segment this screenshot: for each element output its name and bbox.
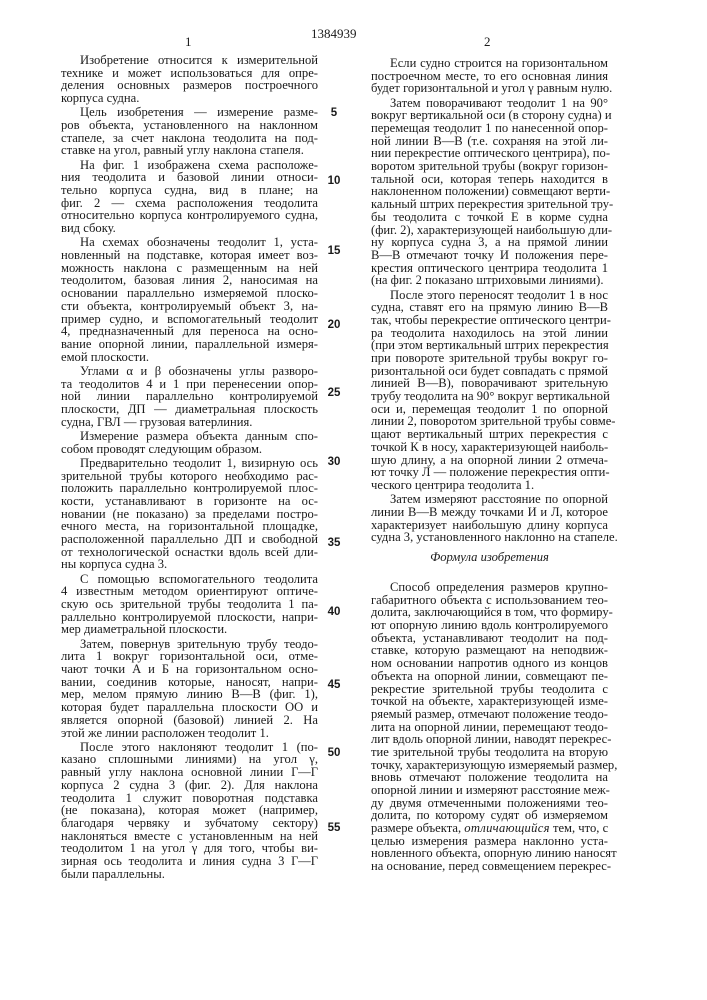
text-line: ду двумя отмеченными положениями тео- — [371, 797, 608, 810]
text-line: ной линии параллельно контролируемой — [61, 390, 318, 403]
text-line: оси и, перемещая теодолит 1 по опорной — [371, 403, 608, 416]
right-column — [371, 57, 608, 546]
text-line: Измерение размера объекта данным спо- — [61, 430, 318, 443]
text-line: скую ось зрительной трубы теодолита 1 па- — [61, 598, 318, 611]
text-line: наклоненном положении) совмещают верти- — [371, 185, 608, 198]
text-line: зирная ось теодолита и линия судна 3 Г—Г — [61, 855, 318, 868]
text-line: линией В—В), поворачивают зрительную — [371, 377, 608, 390]
text-line: точкой К в носу, характеризующей наиболь- — [371, 441, 608, 454]
text-segment: тем, что, с — [550, 821, 608, 835]
text-line: емой плоскости. — [61, 351, 318, 364]
text-line: 4, предназначенный для переноса на осно- — [61, 325, 318, 338]
text-line: долита, по которому судят об измеряемом — [371, 809, 608, 822]
text-line: объекта, устанавливают теодолит на под- — [371, 632, 608, 645]
text-line: теодолита 1 служит поворотная подставка — [61, 792, 318, 805]
text-line: опорной линии и измеряют расстояние меж- — [371, 784, 608, 797]
text-line: характеризует наибольшую длину корпуса — [371, 519, 608, 532]
text-line: (на фиг. 2 показано штриховыми линиями). — [371, 274, 608, 287]
text-line: новании (не показано) за пределами постро- — [61, 508, 318, 521]
text-line: плоскости, ДП — диаметральная плоскость — [61, 403, 318, 416]
claims-section — [371, 581, 608, 874]
text-line: стапеле, за счет наклона теодолита на под- — [61, 132, 318, 145]
text-line: (не показана), которая может (например, — [61, 804, 318, 817]
text-line: будет горизонтальной и угол γ равным нулю. — [371, 82, 608, 95]
text-line: воротом зрительной трубы (вокруг горизон- — [371, 160, 608, 173]
text-line: равный углу наклона основной линии Г—Г — [61, 766, 318, 779]
text-line: ют точку Л — положение перекрестия опти- — [371, 466, 608, 479]
text-line: корпуса судна. — [61, 92, 318, 105]
text-line: целью измерения размера наклонно уста- — [371, 835, 608, 848]
text-line: ставке на угол, равный углу наклона стапеля. — [61, 144, 318, 157]
text-line: теодолитом, базовая линия 2, наносимая на — [61, 274, 318, 287]
text-line: ют опорную линию вдоль контролируемого — [371, 619, 608, 632]
text-line: линии В—В между точками И и Л, которое — [371, 506, 608, 519]
margin-line-number: 45 — [326, 679, 342, 691]
paragraph — [61, 236, 318, 363]
text-line: казано сплошными линиями) на угол γ, — [61, 753, 318, 766]
text-line: судна, ГВЛ — грузовая ватерлиния. — [61, 416, 318, 429]
text-line: чают точки А и Б на горизонтальном осно- — [61, 663, 318, 676]
text-line: объекта на опорной линии, совмещают пе- — [371, 670, 608, 683]
emphasized-text: отличающийся — [464, 821, 550, 835]
claims-heading: Формула изобретения — [371, 550, 608, 565]
text-line: ров объекта, установленного на наклонном — [61, 119, 318, 132]
paragraph — [371, 57, 608, 95]
text-line: наклоняться вместе с установленным на ней — [61, 830, 318, 843]
text-line: линии 2, поворотом зрительной трубы совме- — [371, 415, 608, 428]
text-line: Углами α и β обозначены углы разворо- — [61, 365, 318, 378]
text-line: ческого центрира теодолита 1. — [371, 479, 608, 492]
text-line: вании, соединив которые, наносят, напри- — [61, 676, 318, 689]
text-line: основании параллельно измеряемой плоско- — [61, 287, 318, 300]
text-line: ны корпуса судна 3. — [61, 558, 318, 571]
text-line: новленного объекта, опорную линию наносят — [371, 847, 608, 860]
text-line: теодолитом 1 на угол γ для того, чтобы ви- — [61, 842, 318, 855]
text-line: мер диаметральной плоскости. — [61, 623, 318, 636]
margin-line-number: 50 — [326, 747, 342, 759]
text-line: вновь отмечают положение теодолита на — [371, 771, 608, 784]
text-line: деления основных размеров построечного — [61, 79, 318, 92]
text-line: трубу теодолита на 90° вокруг вертикальной — [371, 390, 608, 403]
paragraph — [61, 106, 318, 157]
text-line: является опорной (базовой) линией 2. На — [61, 714, 318, 727]
text-line: В—В отмечают точку И положения пере- — [371, 249, 608, 262]
text-line: точкой на объекте, характеризующей изме- — [371, 695, 608, 708]
patent-number: 1384939 — [311, 26, 357, 42]
text-line: собом проводят следующим образом. — [61, 443, 318, 456]
text-line: кости, устанавливают в горизонте на ос- — [61, 495, 318, 508]
text-line: Изобретение относится к измерительной — [61, 54, 318, 67]
paragraph — [371, 289, 608, 492]
text-line: ечного места, на горизонтальной площадке, — [61, 520, 318, 533]
text-line: можность наклона с размещенным на ней — [61, 262, 318, 275]
text-segment: размере объекта, — [371, 821, 464, 835]
text-line: мер, мелом прямую линию В—В (фиг. 1), — [61, 688, 318, 701]
text-line: 4 известным методом ориентируют оптиче- — [61, 585, 318, 598]
text-line: Затем поворачивают теодолит 1 на 90° — [371, 97, 608, 110]
margin-line-number: 55 — [326, 822, 342, 834]
text-line: (при этом вертикальный штрих перекрестия — [371, 339, 608, 352]
text-line: ряемый размер, отмечают положение теодо- — [371, 708, 608, 721]
text-line: перемещая теодолит 1 по нанесенной опор- — [371, 122, 608, 135]
text-line: ной линии В—В (т.е. сохраняя на этой ли- — [371, 135, 608, 148]
paragraph — [61, 457, 318, 571]
text-line: корпуса 2 судна 3 (фиг. 2). Для наклона — [61, 779, 318, 792]
paragraph — [61, 54, 318, 105]
margin-line-number: 30 — [326, 456, 342, 468]
text-line: тельно корпуса судна, вид в плане; на — [61, 184, 318, 197]
text-line: при повороте зрительной трубы вокруг го- — [371, 352, 608, 365]
text-line: крестия оптического центрира теодолита 1 — [371, 262, 608, 275]
text-line: пример судно, и вспомогательный теодолит — [61, 313, 318, 326]
text-line: вид сбоку. — [61, 222, 318, 235]
left-column — [61, 54, 318, 882]
text-line: Способ определения размеров крупно- — [371, 581, 608, 594]
text-line: ния теодолита и базовой линии относи- — [61, 171, 318, 184]
text-line: которая будет параллельна плоскости ОО и — [61, 701, 318, 714]
text-line: ра теодолита находилось на этой линии — [371, 327, 608, 340]
text-line: от технологической оснастки вдоль всей дли- — [61, 546, 318, 559]
text-line: Предварительно теодолит 1, визирную ось — [61, 457, 318, 470]
text-line: рекрестие зрительной трубы теодолита с — [371, 683, 608, 696]
text-line: судна 3, установленного наклонно на стапеле. — [371, 531, 608, 544]
text-line: ризонтальной оси будет совпадать с прямой — [371, 365, 608, 378]
text-line: После этого наклоняют теодолит 1 (по- — [61, 741, 318, 754]
paragraph — [61, 573, 318, 636]
text-line: габаритного объекта с использованием тео- — [371, 594, 608, 607]
text-line: Затем измеряют расстояние по опорной — [371, 493, 608, 506]
text-line: Если судно строится на горизонтальном — [371, 57, 608, 70]
text-line: этой же линии расположен теодолит 1. — [61, 727, 318, 740]
text-line: построечном месте, то его основная линия — [371, 70, 608, 83]
margin-line-number: 10 — [326, 175, 342, 187]
text-line: ставке, которую размещают на неподвиж- — [371, 644, 608, 657]
text-line: раллельно контролируемой плоскости, напри- — [61, 611, 318, 624]
text-line: Цель изобретения — измерение разме- — [61, 106, 318, 119]
text-line: С помощью вспомогательного теодолита — [61, 573, 318, 586]
text-line: сти объекта, контролируемый объект 3, на- — [61, 300, 318, 313]
text-line: зрительной трубы которого необходимо рас- — [61, 470, 318, 483]
paragraph — [61, 741, 318, 881]
text-line: На схемах обозначены теодолит 1, уста- — [61, 236, 318, 249]
text-line: технике и может использоваться для опре- — [61, 67, 318, 80]
text-line: судна, ставят его на прямую линию В—В — [371, 301, 608, 314]
paragraph — [61, 365, 318, 428]
text-line: кальный штрих перекрестия зрительной тру- — [371, 198, 608, 211]
text-line: относительно корпуса контролируемого судна, — [61, 209, 318, 222]
text-line: ну корпуса судна 3, а на прямой линии — [371, 236, 608, 249]
text-line: ном основании напротив одного из концов — [371, 657, 608, 670]
paragraph — [61, 159, 318, 235]
paragraph — [371, 97, 608, 287]
text-line: вание опорной линии, параллельной измеря- — [61, 338, 318, 351]
margin-line-number: 25 — [326, 387, 342, 399]
text-line: (фиг. 2), характеризующей наибольшую дли- — [371, 224, 608, 237]
text-line: шую длину, а на опорной линии 2 отмеча- — [371, 454, 608, 467]
margin-line-number: 15 — [326, 245, 342, 257]
text-line: лит вдоль опорной линии, наводят перекрес- — [371, 733, 608, 746]
margin-line-number: 35 — [326, 537, 342, 549]
text-line: На фиг. 1 изображена схема расположе- — [61, 159, 318, 172]
text-line: были параллельны. — [61, 868, 318, 881]
text-line: После этого переносят теодолит 1 в нос — [371, 289, 608, 302]
right-column-number: 2 — [484, 34, 491, 50]
text-line: долита, заключающийся в том, что формиру- — [371, 606, 608, 619]
margin-line-number: 40 — [326, 606, 342, 618]
text-line: положить параллельно контролируемой плос- — [61, 482, 318, 495]
text-line: точку, характеризующую измеряемый размер, — [371, 759, 608, 772]
text-line: лита 1 вокруг горизонтальной оси, отме- — [61, 650, 318, 663]
text-line: так, чтобы перекрестие оптического центри- — [371, 314, 608, 327]
text-line — [371, 822, 608, 835]
text-line: благодаря червяку и зубчатому сектору) — [61, 817, 318, 830]
text-line: фиг. 2 — схема расположения теодолита — [61, 197, 318, 210]
text-line: Затем, повернув зрительную трубу теодо- — [61, 638, 318, 651]
text-line: та теодолитов 4 и 1 при перенесении опор- — [61, 378, 318, 391]
paragraph — [61, 638, 318, 740]
margin-line-number: 20 — [326, 319, 342, 331]
text-line: новленный на подставке, которая имеет воз- — [61, 249, 318, 262]
paragraph — [371, 493, 608, 544]
paragraph — [61, 430, 318, 455]
paragraph — [371, 581, 608, 873]
text-line: тальной оси, которая теперь находится в — [371, 173, 608, 186]
text-line: лита на опорной линии, перемещают теодо- — [371, 721, 608, 734]
text-line: вокруг вертикальной оси (в сторону судна) и — [371, 109, 608, 122]
text-line: щают вертикальный штрих перекрестия с — [371, 428, 608, 441]
text-line: расположенной параллельно ДП и свободной — [61, 533, 318, 546]
text-line: тие зрительной трубы теодолита на вторую — [371, 746, 608, 759]
left-column-number: 1 — [185, 34, 192, 50]
text-line: бы теодолита с точкой Е в корме судна — [371, 211, 608, 224]
margin-line-number: 5 — [326, 107, 342, 119]
text-line: нии перекрестие оптического центрира), по- — [371, 147, 608, 160]
text-line: на основание, перед совмещением перекрес- — [371, 860, 608, 873]
